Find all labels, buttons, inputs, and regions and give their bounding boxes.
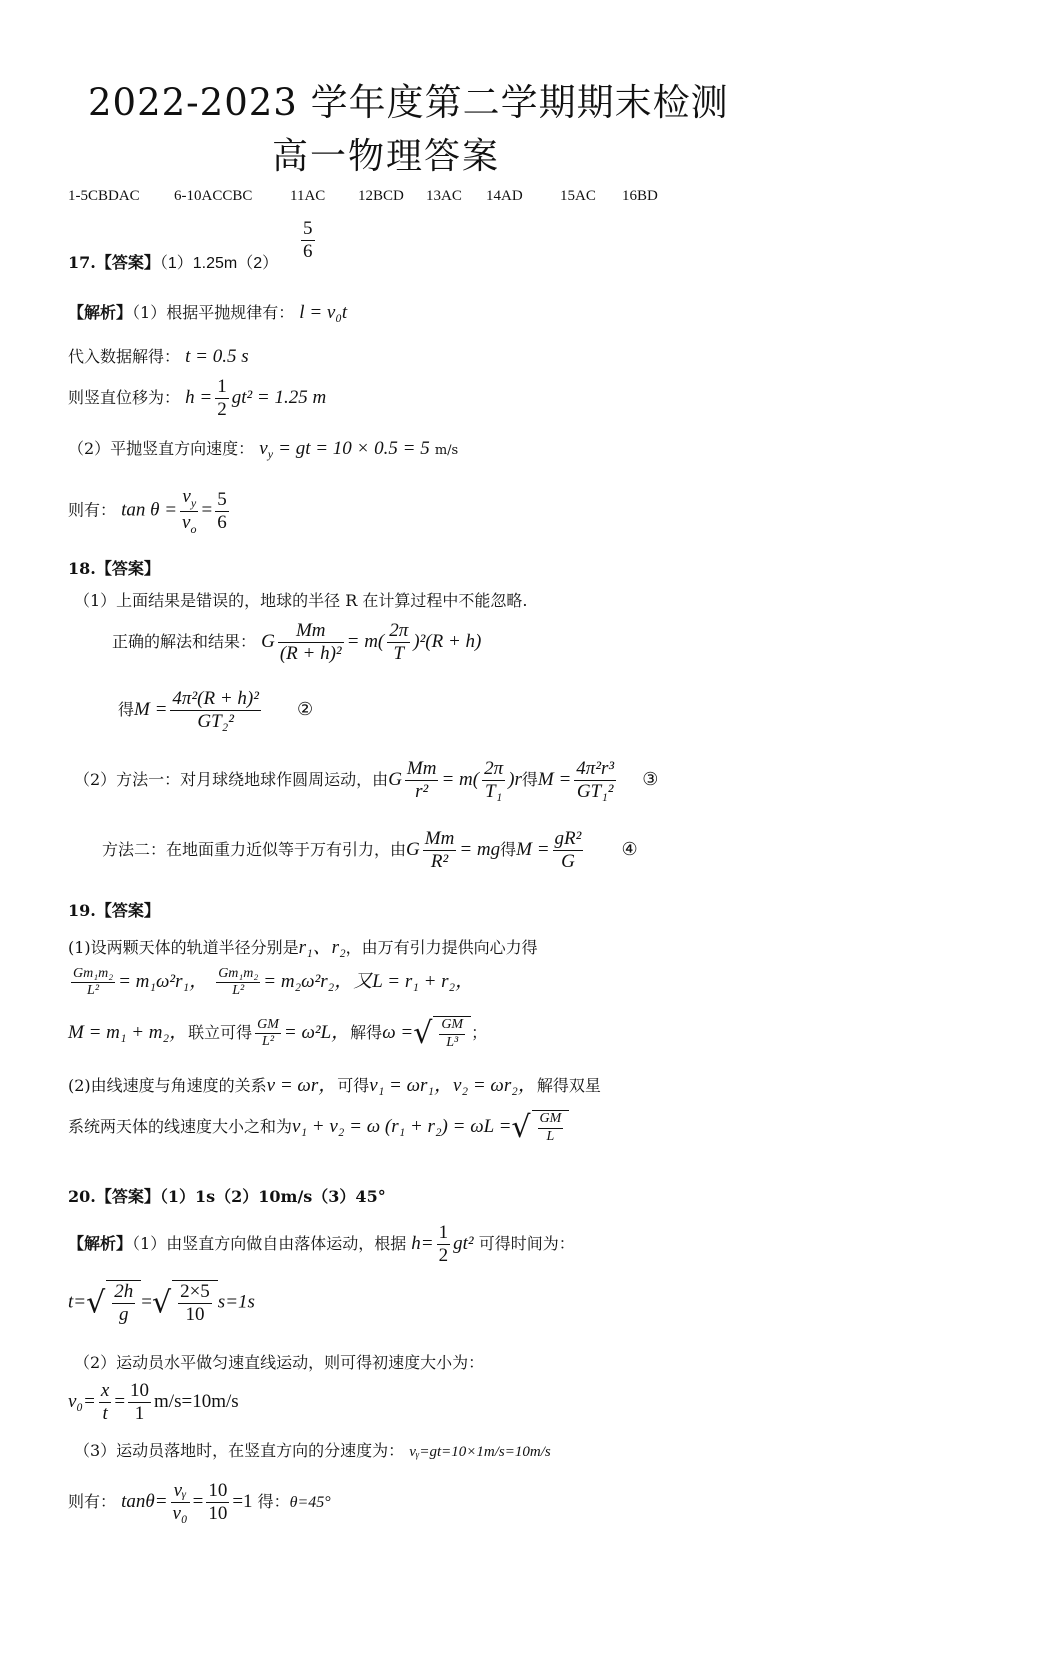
q18-l4-den: r² — [415, 780, 429, 802]
q18-l5-rn: gR² — [554, 828, 582, 849]
q18-l4-G: G — [388, 768, 402, 790]
q17-l4-rest: = gt = 10 × 0.5 = 5 — [278, 438, 430, 459]
q20-l1-num: 1 — [438, 1222, 449, 1243]
q19-l4-text2: 可得 — [337, 1076, 370, 1095]
q17-l3-b: gt² = 1.25 m — [231, 386, 327, 408]
q18-line-5 — [102, 828, 638, 873]
q18-l5-G: G — [406, 838, 420, 860]
q17-solution-line-2 — [68, 344, 249, 368]
q20-l4-n1: x — [100, 1380, 110, 1401]
q17-l5-d2: 6 — [217, 511, 227, 533]
q20-l4-d1: t — [102, 1402, 108, 1424]
q20-l1-end: 可得时间为： — [478, 1233, 575, 1253]
q20-l6-tan: tanθ= — [121, 1490, 168, 1512]
q20-l2-s1d: g — [118, 1303, 129, 1325]
q20-l6-eq: = — [192, 1490, 204, 1512]
q17-l3-a: h = — [185, 386, 213, 408]
q20-l6-end: =1 — [232, 1490, 253, 1512]
title-line-2: 高一物理答案 — [272, 136, 501, 177]
q18-l5-den: R² — [430, 850, 449, 872]
q18-l5-rd: G — [561, 850, 575, 872]
q20-answer: （1）1s（2）10m/s（3）45° — [159, 1187, 386, 1206]
q17-l2-text: 代入数据解得： — [68, 347, 181, 366]
q17-l4-sub: y — [267, 447, 274, 462]
q18-l3-num: 4π²(R + h)² — [172, 688, 259, 709]
q18-l4-mark: ③ — [642, 768, 659, 790]
q17-l5-n2: 5 — [217, 488, 227, 510]
q18-l4-mid: = m( — [441, 768, 480, 790]
mc-answer-5: 13AC — [426, 188, 462, 204]
q20-line-2 — [68, 1280, 255, 1326]
q20-l4-n2: 10 — [130, 1380, 150, 1401]
q20-l4-d2: 1 — [134, 1402, 145, 1424]
q20-line-6 — [68, 1480, 331, 1525]
q17-l4-text: （2）平抛竖直方向速度： — [68, 439, 255, 458]
q18-l3-M: M = — [134, 698, 168, 720]
q17-l1-math: l = v₀t — [299, 302, 348, 323]
title-line-1: 2022-2023 学年度第二学期期末检测 — [88, 81, 729, 124]
q18-l5-text: 方法二：在地面重力近似等于万有引力，由 — [102, 839, 407, 859]
q17-l5-eq: = — [201, 499, 213, 521]
q17-l3-text: 则竖直位移为： — [68, 387, 181, 407]
q17-l5-text: 则有： — [68, 500, 117, 520]
q18-l4-mid2: )r — [508, 768, 522, 790]
q19-l3-sn: GM — [439, 1017, 465, 1034]
q17-l5-d1: v — [182, 511, 191, 533]
q18-l2-end: )²(R + h) — [413, 630, 482, 652]
q17-l2-math: t = 0.5 s — [185, 346, 249, 367]
q19-l3-b: = ω²L， — [283, 1022, 351, 1043]
q17-solution-line-4 — [68, 436, 458, 462]
q18-line-4 — [74, 758, 658, 803]
q18-l3-mark: ② — [297, 698, 314, 720]
q17-l1-text: （1）根据平抛规律有： — [132, 303, 295, 322]
q19-l1-end: ，由万有引力提供向心力得 — [345, 938, 538, 957]
q20-l2-s2d: 10 — [185, 1303, 205, 1325]
q19-l3-text2: 解得 — [350, 1023, 383, 1042]
q20-l6-d1: v₀ — [172, 1502, 188, 1524]
q20-l2-s1n: 2h — [114, 1281, 134, 1302]
q20-l5-text: （3）运动员落地时，在竖直方向的分速度为： — [74, 1441, 405, 1460]
q18-l4-fn: 2π — [484, 758, 504, 779]
q18-l5-de: 得 — [500, 839, 517, 859]
q19-l2-c: L = r₁ + r₂， — [372, 971, 475, 993]
mc-answer-2: 6-10ACCBC — [174, 188, 253, 204]
q18-l4-num: Mm — [406, 758, 437, 779]
q20-l6-n1: vᵧ — [171, 1480, 190, 1503]
q19-l1-r: r₁、r₂ — [298, 937, 346, 958]
q18-l5-num: Mm — [424, 828, 455, 849]
q20-label: 20.【答案】 — [68, 1187, 160, 1206]
q17-solution-line-1 — [68, 300, 347, 324]
q20-line-3: （2）运动员水平做匀速直线运动，则可得初速度大小为： — [74, 1353, 485, 1372]
q19-l3-text: 联立可得 — [188, 1023, 253, 1042]
q20-l6-text: 则有： — [68, 1491, 117, 1511]
q20-l4-v: v₀= — [68, 1390, 96, 1412]
q20-l2-sqrt2-icon: √ — [151, 1285, 172, 1321]
q19-l5-sqrt-icon: √ — [511, 1110, 531, 1145]
q17-answer-line — [68, 250, 278, 273]
q20-l1-den: 2 — [438, 1244, 449, 1266]
q19-line-1 — [68, 932, 538, 959]
q20-l1-text: （1）由竖直方向做自由落体运动，根据 — [132, 1233, 407, 1253]
q20-l4-end: m/s=10m/s — [154, 1390, 239, 1412]
q19-l3-sd: L³ — [446, 1034, 459, 1050]
q17-solution-line-5 — [68, 486, 232, 536]
q17-jiexi-label: 【解析】 — [68, 303, 133, 322]
q19-l1-text: (1)设两颗天体的轨道半径分别是 — [68, 938, 299, 957]
q19-l4-b: v₁ = ωr₁，v₂ = ωr₂， — [369, 1075, 537, 1096]
q20-l2-t: t= — [68, 1291, 87, 1313]
mc-answer-6: 14AD — [486, 188, 523, 204]
q20-l2-s2n: 2×5 — [180, 1281, 210, 1302]
q18-line-1: （1）上面结果是错误的，地球的半径 R 在计算过程中不能忽略. — [74, 591, 528, 610]
q17-label: 17.【答案】 — [68, 253, 160, 272]
q20-l6-d2: 10 — [208, 1502, 228, 1524]
q19-line-5 — [68, 1110, 569, 1145]
q18-l4-M: M = — [537, 768, 572, 790]
q18-l2-mid: = m( — [346, 630, 385, 652]
q17-l4-unit: m/s — [434, 443, 459, 458]
q18-l2-text: 正确的解法和结果： — [112, 631, 257, 651]
q19-line-2 — [68, 966, 474, 999]
q18-l2-G: G — [261, 630, 275, 652]
mc-answer-3: 11AC — [290, 188, 326, 204]
q19-l3-sqrt-icon: √ — [413, 1016, 433, 1051]
q17-l5-a: tan θ = — [121, 499, 178, 521]
mc-answer-4: 12BCD — [358, 188, 404, 204]
q20-line-4 — [68, 1380, 239, 1425]
q20-l2-eq: = — [141, 1291, 152, 1313]
q20-l2-sqrt1-icon: √ — [86, 1285, 106, 1321]
q18-l2-den: (R + h)² — [279, 642, 342, 664]
q18-l3-den: GT₂² — [197, 710, 234, 732]
q18-l2-fn: 2π — [389, 620, 409, 641]
q20-l6-text2: 得： — [257, 1491, 290, 1511]
q19-l5-sn: GM — [538, 1111, 564, 1128]
q20-l6-theta: θ=45° — [289, 1493, 331, 1511]
q18-l5-M: M = — [516, 838, 550, 860]
q19-l2-f2d: L² — [232, 983, 245, 999]
q17-l5-d1s: o — [190, 521, 197, 536]
q17-l4-math: v — [259, 438, 268, 459]
q18-line-2 — [112, 620, 481, 665]
q18-l3-text: 得 — [118, 699, 135, 719]
q19-l4-text: (2)由线速度与角速度的关系 — [68, 1076, 267, 1095]
q19-l3-end: ； — [471, 1023, 488, 1042]
q17-l5-n1s: y — [190, 495, 197, 510]
q18-l5-mid: = mg — [459, 838, 501, 860]
q18-l2-num: Mm — [278, 620, 344, 643]
mc-answer-1: 1-5CBDAC — [68, 188, 140, 204]
q20-line-5 — [74, 1438, 551, 1461]
q19-label: 19.【答案】 — [68, 901, 160, 920]
mc-answer-7: 15AC — [560, 188, 596, 204]
q17-frac-den: 6 — [303, 240, 313, 262]
q19-l2-f1d: L² — [87, 983, 100, 999]
q18-l4-de: 得 — [521, 769, 538, 789]
q17-frac-num: 5 — [303, 218, 313, 239]
q20-l1-h: h= — [411, 1232, 434, 1254]
q20-line-1 — [68, 1222, 575, 1267]
q19-l3-a: M = m₁ + m₂， — [68, 1022, 189, 1043]
q19-l3-fd: L² — [262, 1034, 275, 1049]
q17-l3-den: 2 — [217, 398, 227, 420]
q19-line-4 — [68, 1070, 601, 1097]
q19-line-3 — [68, 1016, 487, 1051]
q20-l6-n2: 10 — [208, 1480, 228, 1501]
q20-answer-line — [68, 1184, 386, 1207]
q19-l2-f2n: Gm₁m₂ — [216, 966, 260, 983]
q19-l4-text3: 解得双星 — [536, 1076, 601, 1095]
q19-l5-a: v₁ + v₂ = ω (r₁ + r₂) = ωL = — [292, 1116, 512, 1137]
q18-l2-fd: T — [393, 642, 405, 664]
q19-l2-b: = m₂ω²r₂，又 — [263, 971, 373, 993]
q18-label: 18.【答案】 — [68, 559, 160, 578]
q20-jiexi-label: 【解析】 — [68, 1233, 133, 1253]
q19-l3-c: ω = — [382, 1022, 414, 1043]
q19-l5-sd: L — [546, 1128, 555, 1144]
mc-answer-8: 16BD — [622, 188, 658, 204]
q18-l4-text: （2）方法一：对月球绕地球作圆周运动，由 — [74, 769, 389, 789]
q18-l4-rn: 4π²r³ — [576, 758, 615, 779]
q20-l5-math: vᵧ=gt=10×1m/s=10m/s — [409, 1444, 551, 1460]
q19-l3-fn: GM — [255, 1017, 281, 1034]
q18-line-3 — [118, 688, 313, 733]
q19-l2-a: = m₁ω²r₁， — [118, 971, 209, 993]
q17-solution-line-3 — [68, 376, 326, 421]
q17-answer-fraction — [298, 218, 318, 263]
q19-l2-f1n: Gm₁m₂ — [71, 966, 115, 983]
q20-l4-eq: = — [114, 1390, 126, 1412]
q18-l4-rd: GT₁² — [576, 780, 614, 802]
q20-l1-g: gt² — [453, 1232, 474, 1254]
q18-l5-mark: ④ — [621, 838, 638, 860]
q17-l3-num: 1 — [217, 376, 227, 397]
q17-answer-part1: （1）1.25m（2） — [159, 255, 279, 272]
q17-l5-n1: v — [182, 486, 191, 507]
q19-l5-text: 系统两天体的线速度大小之和为 — [68, 1117, 293, 1136]
q18-l4-fd: T₁ — [485, 780, 503, 802]
q19-l4-a: v = ωr， — [266, 1075, 338, 1096]
q20-l2-end: s=1s — [217, 1291, 255, 1313]
